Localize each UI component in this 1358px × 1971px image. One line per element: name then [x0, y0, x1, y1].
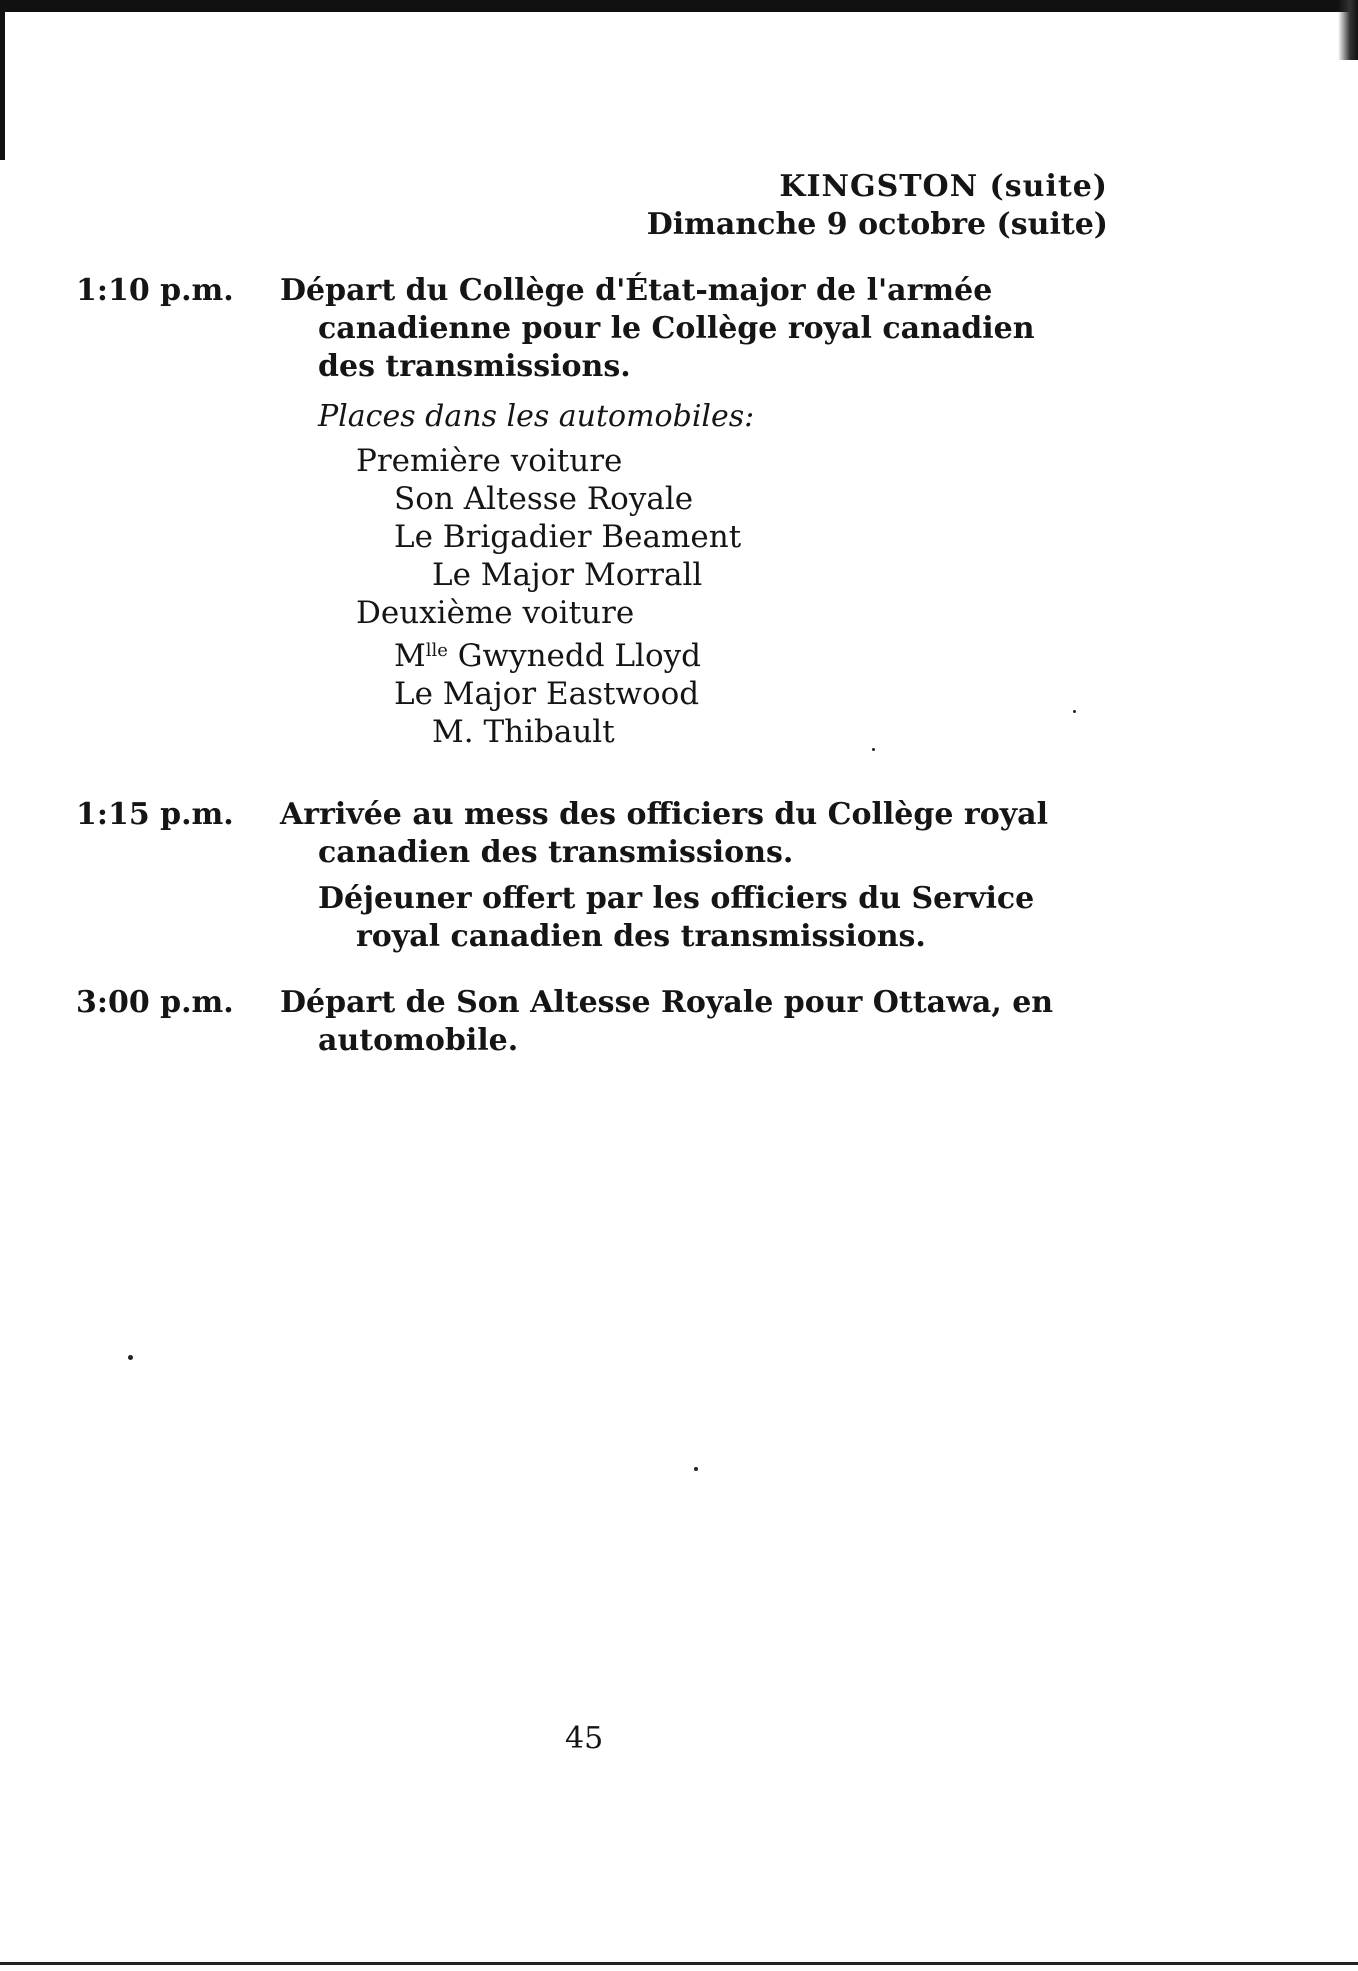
passenger-title: $M^{lle}$: [394, 638, 448, 674]
scan-speck: [694, 1467, 698, 1471]
passenger: Le Major Eastwood: [394, 676, 700, 712]
page-number: 45: [565, 1721, 604, 1756]
scan-speck: [1073, 710, 1076, 713]
passenger-name: Gwynedd Lloyd: [457, 638, 701, 674]
entry-line: des transmissions.: [318, 349, 631, 384]
entry-line: automobile.: [318, 1023, 519, 1058]
page-border-right: [1338, 0, 1358, 60]
entry-time: 1:15 p.m.: [76, 797, 234, 832]
page-header: [647, 168, 1108, 244]
scan-speck: [872, 748, 875, 751]
header-date: Dimanche 9 octobre (suite): [646, 207, 1108, 242]
entry-time: 3:00 p.m.: [76, 985, 234, 1020]
entry-description: [280, 796, 1108, 956]
car-label: Première voiture: [356, 443, 623, 479]
header-place: KINGSTON (suite): [779, 169, 1108, 204]
passenger: Son Altesse Royale: [394, 481, 694, 517]
entry-line: Départ du Collège d'État-major de l'armée: [280, 273, 993, 308]
cars-subheading: Places dans les automobiles:: [318, 399, 755, 434]
page-border-top: [0, 0, 1358, 12]
passenger: M. Thibault: [432, 714, 615, 750]
passenger: Le Brigadier Beament: [394, 519, 742, 555]
scan-speck: [128, 1355, 133, 1360]
page-border-bottom: [0, 1962, 1358, 1965]
entry-time: 1:10 p.m.: [76, 273, 234, 308]
entry-description: [280, 984, 1108, 1060]
entry-line: Départ de Son Altesse Royale pour Ottawa, en: [280, 985, 1054, 1020]
entry-line: canadien des transmissions.: [318, 835, 794, 870]
entry-description: [280, 272, 1108, 751]
entry-note-line: Déjeuner offert par les officiers du Service: [318, 881, 1035, 916]
car-label: Deuxième voiture: [356, 595, 635, 631]
car-roster: [280, 442, 1108, 751]
passenger: Le Major Morrall: [432, 557, 703, 593]
entry-note-line: royal canadien des transmissions.: [356, 919, 926, 954]
entry-line: canadienne pour le Collège royal canadien: [318, 311, 1035, 346]
passenger: [280, 632, 1108, 675]
page-border-left: [0, 0, 5, 160]
entry-line: Arrivée au mess des officiers du Collège royal: [280, 797, 1048, 832]
